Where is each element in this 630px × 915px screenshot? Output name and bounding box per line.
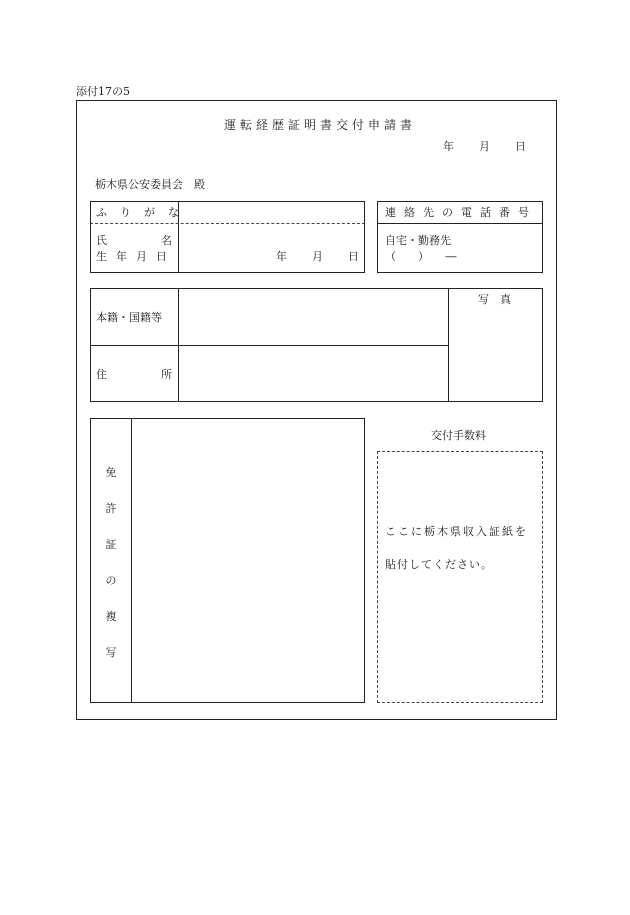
license-copy-area[interactable] [133,420,363,701]
address-label-1: 住 [96,368,107,381]
date-year-label: 年 [443,140,454,153]
furigana-field[interactable] [180,203,362,221]
license-copy-char-4: の [105,574,117,587]
revenue-stamp-area[interactable] [377,451,543,703]
date-month-label: 月 [479,140,490,153]
photo-divider [448,288,449,402]
name-label-2: 名 [161,234,172,247]
license-copy-char-3: 証 [105,538,117,551]
birth-month-label: 月 [312,250,323,263]
attachment-label: 添付17の5 [76,85,130,98]
registry-label: 本籍・国籍等 [96,311,162,324]
furigana-label: ふりがな [96,206,192,219]
license-copy-divider [131,418,132,703]
registry-field[interactable] [180,290,446,343]
date-day-label: 日 [515,140,526,153]
license-copy-char-6: 写 [105,646,117,659]
fee-instruction-line1: ここに栃木県収入証紙を [385,525,528,538]
form-title: 運転経歴証明書交付申請書 [224,118,417,132]
contact-phone-format: （ ） ― [385,250,457,263]
address-field[interactable] [180,347,446,400]
contact-phone-field[interactable] [379,226,541,270]
fee-header: 交付手数料 [431,429,486,442]
birthdate-label: 生年月日 [96,250,176,263]
registry-address-separator [90,345,448,346]
contact-separator [377,223,543,224]
address-label-2: 所 [161,368,172,381]
license-copy-char-2: 許 [105,502,117,515]
contact-header: 連絡先の電話番号 [385,206,537,219]
license-copy-label [100,466,122,682]
contact-home-work: 自宅・勤務先 [385,234,451,247]
birth-year-label: 年 [276,250,287,263]
name-label-1: 氏 [96,234,107,247]
addressee: 栃木県公安委員会 殿 [95,178,205,191]
birth-day-label: 日 [348,250,359,263]
furigana-separator [90,223,365,224]
fee-instruction-line2: 貼付してください。 [385,558,493,571]
license-copy-char-5: 複 [105,610,117,623]
name-birthdate-field[interactable] [180,226,362,270]
photo-label: 写 真 [478,293,511,306]
photo-area[interactable] [450,290,541,400]
license-copy-char-1: 免 [105,466,117,479]
